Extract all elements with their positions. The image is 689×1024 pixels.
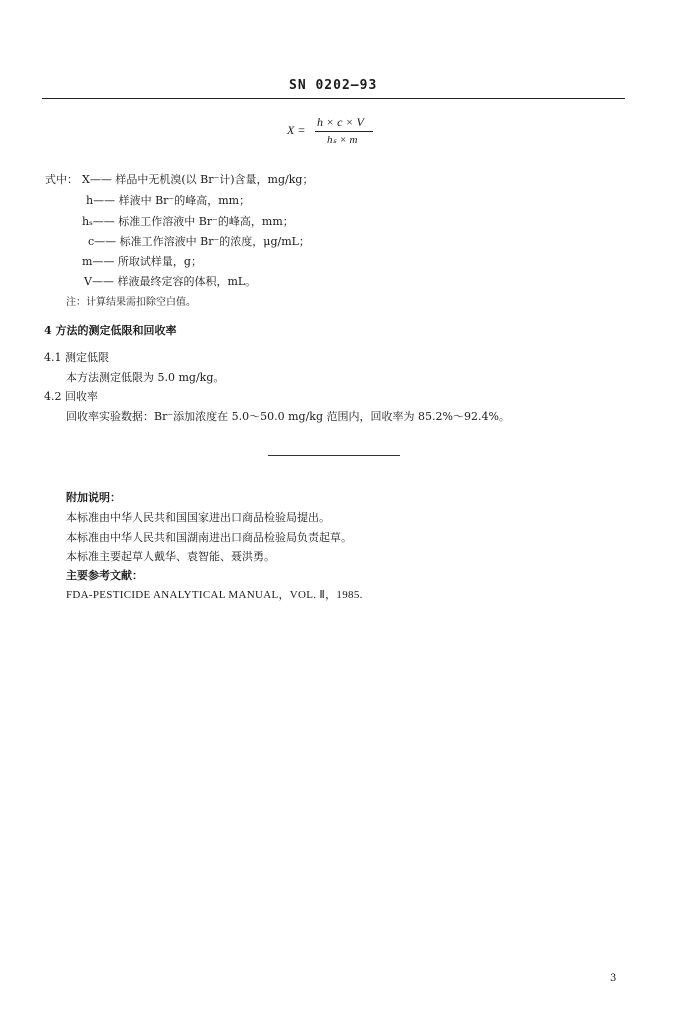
appendix-line: 本标准主要起草人戴华、袁智能、聂洪勇。 bbox=[66, 550, 275, 563]
formula-denominator: hₛ × m bbox=[327, 134, 358, 146]
page-number: 3 bbox=[610, 973, 617, 984]
definition-item: m—— 所取试样量，g； bbox=[82, 255, 202, 268]
section-4-2-text: 回收率实验数据：Br⁻添加浓度在 5.0～50.0 mg/kg 范围内，回收率为 85.2%～92.4%。 bbox=[66, 410, 510, 423]
formula-lhs: X = bbox=[287, 123, 306, 137]
section-4-heading: 4 方法的测定低限和回收率 bbox=[44, 324, 177, 337]
section-4-1-title: 4.1 测定低限 bbox=[44, 351, 109, 364]
definitions-intro: 式中： bbox=[45, 173, 78, 186]
formula-numerator: h × c × V bbox=[317, 115, 364, 129]
end-rule bbox=[268, 455, 400, 456]
appendix-line: 本标准由中华人民共和国国家进出口商品检验局提出。 bbox=[66, 511, 330, 524]
appendix-line: 本标准由中华人民共和国湖南进出口商品检验局负责起草。 bbox=[66, 531, 352, 544]
references-title: 主要参考文献： bbox=[66, 569, 143, 582]
definition-item: X—— 样品中无机溴(以 Br⁻计)含量，mg/kg； bbox=[82, 173, 314, 186]
definition-item: h—— 样液中 Br⁻的峰高，mm； bbox=[86, 194, 251, 207]
section-4-1-text: 本方法测定低限为 5.0 mg/kg。 bbox=[66, 371, 225, 384]
note: 注：计算结果需扣除空白值。 bbox=[66, 297, 196, 308]
appendix-title: 附加说明： bbox=[66, 491, 121, 504]
reference-entry: FDA-PESTICIDE ANALYTICAL MANUAL，VOL. Ⅱ，1985. bbox=[66, 589, 363, 601]
definition-item: c—— 标准工作溶液中 Br⁻的浓度，μg/mL； bbox=[88, 235, 310, 248]
fraction-bar bbox=[315, 131, 373, 132]
definition-item: V—— 样液最终定容的体积，mL。 bbox=[84, 275, 257, 288]
header-rule bbox=[42, 98, 625, 99]
definition-item: hₛ—— 标准工作溶液中 Br⁻的峰高，mm； bbox=[82, 215, 294, 228]
standard-code: SN 0202—93 bbox=[289, 78, 378, 93]
section-4-2-title: 4.2 回收率 bbox=[44, 390, 98, 403]
